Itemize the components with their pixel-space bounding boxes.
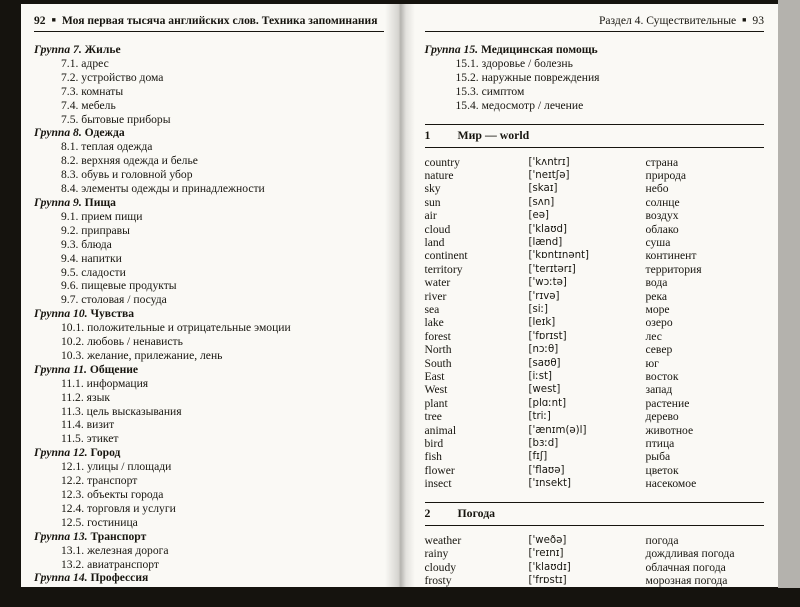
group-items bbox=[34, 460, 384, 530]
word-cell: South bbox=[424, 356, 452, 370]
group-item: 9.7. столовая / посуда bbox=[61, 293, 167, 307]
group bbox=[34, 196, 384, 307]
table-row bbox=[425, 236, 765, 249]
section-heading bbox=[425, 503, 765, 525]
group-item: 15.3. симптом bbox=[455, 84, 525, 98]
table-row bbox=[425, 547, 765, 560]
running-head-title-right: Раздел 4. Существительные bbox=[598, 14, 737, 27]
group-item: 13.1. железная дорога bbox=[61, 543, 169, 557]
group-title bbox=[34, 126, 384, 140]
group-item: 11.1. информация bbox=[61, 376, 149, 390]
translation-cell: погода bbox=[645, 533, 679, 547]
table-row bbox=[425, 290, 765, 303]
word-cell: frosty bbox=[424, 573, 452, 587]
word-cell: rainy bbox=[424, 547, 449, 561]
table-row bbox=[425, 196, 765, 209]
table-row bbox=[425, 223, 765, 236]
transcription-cell: ['fɒrɪst] bbox=[528, 330, 567, 342]
group-item: 15.2. наружные повреждения bbox=[455, 70, 600, 84]
section-title: Погода bbox=[457, 505, 496, 520]
table-row bbox=[425, 534, 765, 547]
transcription-cell: [iːst] bbox=[528, 371, 553, 383]
group-item: 7.2. устройство дома bbox=[61, 70, 164, 84]
transcription-cell: ['wɔːtə] bbox=[528, 277, 567, 289]
group-item: 12.1. улицы / площади bbox=[61, 460, 172, 474]
table-row bbox=[425, 182, 765, 195]
transcription-cell: [skaɪ] bbox=[528, 183, 558, 195]
word-cell: bird bbox=[424, 437, 444, 451]
transcription-cell: ['flaʊə] bbox=[528, 464, 565, 476]
transcription-cell: ['kʌntrɪ] bbox=[528, 156, 570, 168]
running-head-left bbox=[34, 12, 384, 29]
group-label: Группа 12. bbox=[34, 446, 88, 460]
table-row bbox=[425, 343, 765, 356]
group-item: 9.3. блюда bbox=[61, 237, 112, 251]
translation-cell: страна bbox=[645, 155, 679, 169]
group-item: 15.4. медосмотр / лечение bbox=[455, 98, 584, 112]
table-row bbox=[425, 397, 765, 410]
transcription-cell: [plɑːnt] bbox=[528, 397, 567, 409]
transcription-cell: ['terɪtərɪ] bbox=[528, 263, 576, 275]
table-row bbox=[425, 303, 765, 316]
group bbox=[34, 363, 384, 446]
group-title bbox=[34, 446, 384, 460]
translation-cell: морозная погода bbox=[645, 573, 728, 587]
transcription-cell: [sʌn] bbox=[528, 196, 555, 208]
page-right bbox=[400, 4, 779, 587]
group-item: 15.1. здоровье / болезнь bbox=[455, 56, 573, 70]
group-item: 12.2. транспорт bbox=[61, 474, 138, 488]
group-name: Общение bbox=[89, 362, 139, 376]
table-row bbox=[425, 330, 765, 343]
translation-cell: дождливая погода bbox=[645, 547, 735, 561]
group-item: 10.1. положительные и отрицательные эмоции bbox=[61, 321, 291, 335]
table-row bbox=[425, 357, 765, 370]
transcription-cell: [fɪʃ] bbox=[528, 451, 548, 463]
word-cell: forest bbox=[424, 329, 451, 343]
table-row bbox=[425, 477, 765, 490]
table-row bbox=[425, 383, 765, 396]
transcription-cell: [eə] bbox=[528, 210, 549, 222]
translation-cell: лес bbox=[645, 329, 662, 343]
group-item: 7.4. мебель bbox=[61, 98, 116, 112]
group-title bbox=[425, 43, 765, 57]
group-items bbox=[34, 57, 384, 127]
word-cell: weather bbox=[424, 533, 462, 547]
page-edge bbox=[778, 0, 800, 588]
table-row bbox=[425, 276, 765, 289]
group-item: 9.6. пищевые продукты bbox=[61, 279, 177, 293]
translation-cell: восток bbox=[645, 370, 679, 384]
group-item: 8.1. теплая одежда bbox=[61, 140, 153, 154]
translation-cell: море bbox=[645, 303, 670, 316]
translation-cell: запад bbox=[645, 383, 673, 397]
group-item: 8.3. обувь и головной убор bbox=[61, 168, 193, 182]
group-name: Профессия bbox=[90, 571, 149, 585]
page-left bbox=[21, 4, 400, 587]
group-item: 7.1. адрес bbox=[61, 56, 109, 70]
word-cell: fish bbox=[424, 450, 442, 464]
group-title bbox=[34, 571, 384, 585]
translation-cell: река bbox=[645, 289, 668, 303]
running-head-title-left: Моя первая тысяча английских слов. Техника запоминания bbox=[61, 14, 378, 27]
group bbox=[425, 43, 765, 113]
table-row bbox=[425, 316, 765, 329]
group-item: 10.3. желание, прилежание, лень bbox=[61, 348, 223, 362]
group-item: 11.3. цель высказывания bbox=[61, 404, 182, 418]
group bbox=[34, 571, 384, 585]
vocab-table bbox=[425, 148, 765, 491]
transcription-cell: [lænd] bbox=[528, 236, 563, 248]
transcription-cell: ['klaʊd] bbox=[528, 223, 567, 235]
translation-cell: растение bbox=[645, 396, 690, 410]
transcription-cell: ['ɪnsekt] bbox=[528, 478, 571, 490]
translation-cell: насекомое bbox=[645, 477, 697, 491]
group-items bbox=[34, 377, 384, 447]
section-heading bbox=[425, 125, 765, 147]
table-row bbox=[425, 410, 765, 423]
word-cell: lake bbox=[424, 316, 444, 330]
translation-cell: озеро bbox=[645, 316, 673, 330]
group-name: Город bbox=[90, 446, 121, 460]
group-items bbox=[34, 210, 384, 307]
running-head-right bbox=[425, 12, 765, 29]
vocab-section bbox=[425, 502, 765, 587]
section-number: 1 bbox=[424, 127, 431, 142]
section-title: Мир — world bbox=[457, 127, 530, 142]
group-items bbox=[34, 321, 384, 363]
group-item: 11.2. язык bbox=[61, 390, 110, 404]
word-cell: North bbox=[424, 343, 452, 357]
translation-cell: цветок bbox=[645, 463, 679, 477]
group bbox=[34, 530, 384, 572]
group-items bbox=[34, 140, 384, 196]
transcription-cell: ['ænɪm(ə)l] bbox=[528, 424, 587, 436]
word-cell: animal bbox=[424, 423, 457, 437]
page-number-left: 92 bbox=[34, 14, 46, 27]
group-title bbox=[34, 363, 384, 377]
section-number: 2 bbox=[424, 505, 431, 520]
table-row bbox=[425, 156, 765, 169]
transcription-cell: ['klaʊdɪ] bbox=[528, 561, 571, 573]
table-row bbox=[425, 169, 765, 182]
group-item: 8.2. верхняя одежда и белье bbox=[61, 154, 198, 168]
group-item: 9.2. приправы bbox=[61, 223, 130, 237]
table-row bbox=[425, 209, 765, 222]
group-item: 11.5. этикет bbox=[61, 432, 119, 446]
group-name: Жилье bbox=[84, 43, 121, 56]
transcription-cell: ['kɒntɪnənt] bbox=[528, 250, 590, 262]
word-cell: sea bbox=[424, 303, 440, 316]
group-title bbox=[34, 196, 384, 210]
group-list-right bbox=[425, 43, 765, 113]
vocab-sections bbox=[425, 124, 765, 587]
transcription-cell: [triː] bbox=[528, 411, 551, 423]
group-list-left bbox=[34, 43, 384, 585]
group-title bbox=[34, 43, 384, 57]
word-cell: territory bbox=[424, 262, 463, 276]
group-label: Группа 14. bbox=[34, 571, 88, 585]
group-name: Транспорт bbox=[90, 529, 147, 543]
group-item: 9.1. прием пищи bbox=[61, 209, 143, 223]
square-bullet-icon: ■ bbox=[742, 16, 747, 24]
word-cell: East bbox=[424, 370, 445, 384]
translation-cell: юг bbox=[645, 356, 659, 370]
group-item: 10.2. любовь / ненависть bbox=[61, 335, 183, 349]
word-cell: nature bbox=[424, 168, 454, 182]
table-row bbox=[425, 370, 765, 383]
group bbox=[34, 446, 384, 529]
header-rule-left bbox=[34, 31, 384, 32]
group-label: Группа 15. bbox=[424, 43, 479, 56]
group-name: Медицинская помощь bbox=[480, 43, 598, 56]
table-row bbox=[425, 424, 765, 437]
word-cell: continent bbox=[424, 249, 468, 263]
transcription-cell: ['rɪvə] bbox=[528, 290, 560, 302]
transcription-cell: [nɔːθ] bbox=[528, 344, 559, 356]
word-cell: tree bbox=[424, 410, 442, 424]
translation-cell: облачная погода bbox=[645, 560, 726, 574]
group-label: Группа 13. bbox=[34, 529, 88, 543]
word-cell: land bbox=[424, 235, 445, 249]
word-cell: flower bbox=[424, 463, 455, 477]
transcription-cell: ['weðə] bbox=[528, 534, 567, 546]
translation-cell: вода bbox=[645, 276, 668, 290]
group-item: 9.5. сладости bbox=[61, 265, 126, 279]
word-cell: sun bbox=[424, 195, 441, 209]
word-cell: country bbox=[424, 155, 460, 169]
translation-cell: птица bbox=[645, 437, 675, 451]
translation-cell: небо bbox=[645, 182, 669, 196]
page-number-right: 93 bbox=[752, 14, 764, 27]
word-cell: West bbox=[424, 383, 448, 397]
translation-cell: территория bbox=[645, 262, 702, 276]
transcription-cell: ['frɒstɪ] bbox=[528, 574, 567, 586]
translation-cell: север bbox=[645, 343, 673, 357]
transcription-cell: [bɜːd] bbox=[528, 438, 559, 450]
group-item: 8.4. элементы одежды и принадлежности bbox=[61, 182, 265, 196]
table-row bbox=[425, 249, 765, 262]
transcription-cell: ['neɪtʃə] bbox=[528, 169, 570, 181]
group-name: Чувства bbox=[90, 307, 135, 321]
table-row bbox=[425, 437, 765, 450]
group-label: Группа 9. bbox=[34, 195, 82, 209]
header-rule-right bbox=[425, 31, 765, 32]
group-item: 12.3. объекты города bbox=[61, 488, 164, 501]
table-row bbox=[425, 574, 765, 587]
group-item: 7.3. комнаты bbox=[61, 84, 124, 98]
translation-cell: животное bbox=[645, 423, 694, 437]
translation-cell: природа bbox=[645, 168, 687, 182]
group-label: Группа 10. bbox=[34, 307, 88, 321]
word-cell: sky bbox=[424, 182, 441, 196]
group-name: Пища bbox=[84, 195, 116, 209]
transcription-cell: ['reɪnɪ] bbox=[528, 548, 564, 560]
word-cell: plant bbox=[424, 396, 448, 410]
group-item: 7.5. бытовые приборы bbox=[61, 112, 171, 126]
group-label: Группа 11. bbox=[34, 362, 87, 376]
word-cell: insect bbox=[424, 477, 452, 491]
word-cell: cloudy bbox=[424, 560, 457, 574]
group-name: Одежда bbox=[84, 126, 125, 140]
group-item: 13.2. авиатранспорт bbox=[61, 557, 159, 571]
transcription-cell: [west] bbox=[528, 384, 561, 396]
group bbox=[34, 43, 384, 126]
table-row bbox=[425, 450, 765, 463]
table-row bbox=[425, 263, 765, 276]
vocab-section bbox=[425, 124, 765, 491]
group-item: 12.5. гостиница bbox=[61, 515, 138, 529]
group-items bbox=[34, 544, 384, 572]
group-title bbox=[34, 530, 384, 544]
transcription-cell: [saʊθ] bbox=[528, 357, 561, 369]
group-item: 11.4. визит bbox=[61, 418, 115, 432]
word-cell: air bbox=[424, 209, 437, 223]
translation-cell: рыба bbox=[645, 450, 671, 464]
translation-cell: облако bbox=[645, 222, 679, 236]
transcription-cell: [leɪk] bbox=[528, 317, 556, 329]
translation-cell: солнце bbox=[645, 195, 680, 209]
group-items bbox=[425, 57, 765, 113]
translation-cell: воздух bbox=[645, 209, 679, 223]
group bbox=[34, 307, 384, 363]
translation-cell: дерево bbox=[645, 410, 679, 424]
group-label: Группа 7. bbox=[34, 43, 82, 56]
book-spread bbox=[21, 4, 778, 587]
square-bullet-icon: ■ bbox=[51, 16, 56, 24]
table-row bbox=[425, 561, 765, 574]
translation-cell: континент bbox=[645, 249, 697, 263]
group-item: 12.4. торговля и услуги bbox=[61, 501, 176, 515]
group-label: Группа 8. bbox=[34, 126, 82, 140]
group-item: 9.4. напитки bbox=[61, 251, 122, 265]
table-row bbox=[425, 464, 765, 477]
translation-cell: суша bbox=[645, 235, 671, 249]
group-title bbox=[34, 307, 384, 321]
vocab-table bbox=[425, 526, 765, 587]
word-cell: water bbox=[424, 276, 451, 290]
word-cell: river bbox=[424, 289, 447, 303]
group bbox=[34, 126, 384, 196]
transcription-cell: [siː] bbox=[528, 304, 549, 315]
word-cell: cloud bbox=[424, 222, 451, 236]
